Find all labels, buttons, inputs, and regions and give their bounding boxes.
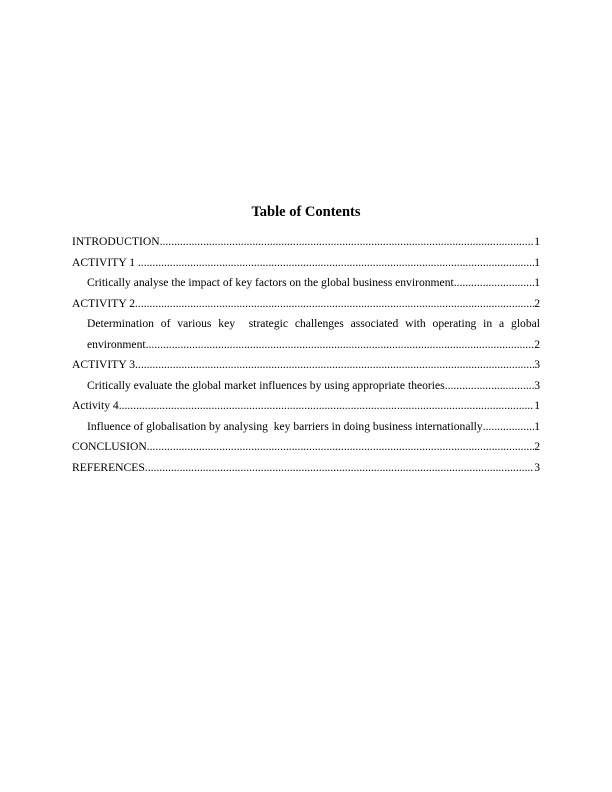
toc-dot-leader (146, 335, 535, 356)
toc-dot-leader (135, 355, 534, 376)
toc-entry-label: Influence of globalisation by analysing key barriers in doing business internationally (87, 419, 483, 433)
toc-list (72, 232, 540, 478)
toc-page-number: 3 (534, 378, 540, 392)
toc-entry-label-line-1: Determination of various key strategic challenges associated with operating in a global (87, 317, 540, 330)
toc-page-number: 1 (534, 276, 540, 289)
toc-dot-leader (135, 294, 534, 315)
toc-dot-leader (445, 376, 535, 397)
toc-entry-label: Critically evaluate the global market influences by using appropriate theories (87, 378, 445, 392)
toc-page-number: 3 (534, 358, 540, 371)
toc-entry-label: ACTIVITY 1 (72, 255, 138, 269)
toc-dot-leader (483, 417, 534, 438)
toc-dot-leader (147, 437, 534, 458)
toc-entry-label: REFERENCES (72, 460, 145, 474)
toc-entry-label: ACTIVITY 3 (72, 358, 136, 371)
toc-dot-leader (138, 253, 534, 274)
toc-entry-activity-4-sub[interactable] (72, 417, 540, 438)
toc-entry-activity-3[interactable] (72, 355, 540, 376)
toc-entry-references[interactable] (72, 458, 540, 479)
toc-entry-label-line-2: environment (87, 337, 146, 351)
toc-dot-leader (160, 232, 535, 253)
toc-dot-leader (119, 396, 535, 417)
toc-page-number: 2 (534, 337, 540, 351)
toc-entry-label: ACTIVITY 2 (72, 296, 136, 310)
toc-entry-introduction[interactable] (72, 232, 540, 253)
toc-page-number: 1 (534, 399, 540, 412)
toc-entry-label: CONCLUSION (72, 440, 147, 453)
toc-page-number: 1 (534, 255, 540, 269)
toc-page-number: 2 (534, 440, 540, 453)
toc-title: Table of Contents (251, 204, 361, 220)
toc-page-number: 1 (534, 235, 540, 248)
toc-entry-activity-2-sub[interactable] (72, 314, 540, 355)
toc-page-number: 1 (534, 419, 540, 433)
toc-entry-label: INTRODUCTION (72, 235, 160, 248)
toc-entry-activity-3-sub[interactable] (72, 376, 540, 397)
toc-entry-activity-4[interactable] (72, 396, 540, 417)
toc-entry-activity-2[interactable] (72, 294, 540, 315)
toc-dot-leader (454, 273, 534, 294)
toc-entry-activity-1[interactable] (72, 253, 540, 274)
toc-entry-label: Activity 4 (72, 399, 119, 412)
toc-page-number: 3 (534, 460, 540, 474)
toc-entry-conclusion[interactable] (72, 437, 540, 458)
toc-entry-activity-1-sub[interactable] (72, 273, 540, 294)
toc-dot-leader (145, 458, 534, 479)
toc-entry-label: Critically analyse the impact of key factors on the global business environment (87, 276, 454, 289)
toc-page-number: 2 (534, 296, 540, 310)
